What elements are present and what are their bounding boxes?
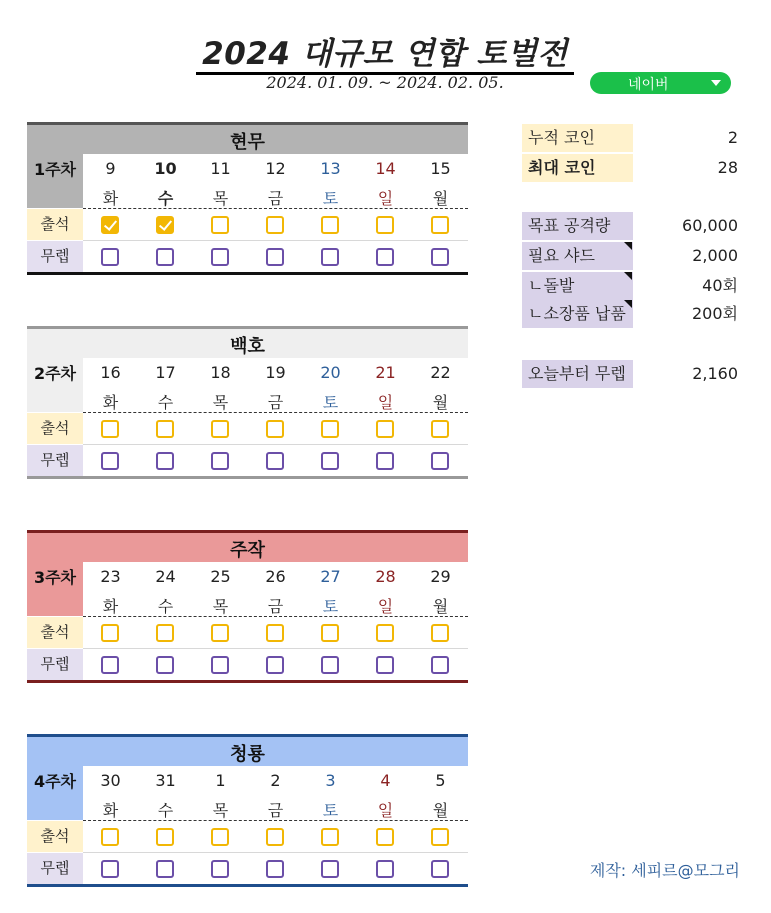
day-number: 13	[320, 159, 341, 178]
murep-checkbox[interactable]	[321, 656, 339, 674]
week-block	[27, 326, 468, 477]
day-number: 10	[154, 159, 177, 178]
attendance-checkbox[interactable]	[266, 420, 284, 438]
comment-marker-icon[interactable]	[624, 242, 632, 250]
murep-checkbox[interactable]	[266, 656, 284, 674]
day-number: 27	[320, 567, 341, 586]
day-number: 15	[430, 159, 451, 178]
day-number: 17	[155, 363, 176, 382]
day-of-week: 일	[377, 189, 394, 208]
week-block	[27, 734, 468, 885]
day-number: 23	[100, 567, 121, 586]
day-number: 29	[430, 567, 451, 586]
week-label-cell	[27, 562, 83, 616]
day-number: 28	[375, 567, 396, 586]
week-label: 3주차	[33, 568, 77, 587]
day-of-week: 화	[102, 597, 119, 616]
murep-checkbox[interactable]	[321, 860, 339, 878]
week-boss-name: 주작	[230, 540, 265, 561]
attendance-checkbox[interactable]	[156, 828, 174, 846]
stat-value: 2,160	[692, 364, 738, 383]
day-number: 14	[375, 159, 396, 178]
stat-value: 28	[717, 158, 738, 177]
week-block	[27, 530, 468, 681]
attendance-checkbox[interactable]	[431, 420, 449, 438]
week-label: 4주차	[33, 772, 77, 791]
week-block	[27, 122, 468, 273]
stat-accumulated-coin: 누적 코인 2	[522, 124, 742, 152]
day-of-week: 일	[377, 393, 394, 412]
attendance-checkbox[interactable]	[156, 216, 174, 234]
stat-item-delivery: ㄴ소장품 납품 200회	[522, 300, 742, 328]
attendance-label: 출석	[27, 617, 83, 648]
murep-checkbox[interactable]	[266, 860, 284, 878]
attendance-label: 출석	[27, 209, 83, 240]
week-header	[27, 530, 468, 562]
day-of-week: 화	[102, 393, 119, 412]
day-of-week: 수	[157, 189, 174, 208]
day-number: 3	[325, 771, 336, 790]
murep-checkbox[interactable]	[101, 248, 119, 266]
stat-target-attack: 목표 공격량 60,000	[522, 212, 742, 240]
server-dropdown-label: 네이버	[628, 77, 669, 93]
day-of-week: 금	[267, 189, 284, 208]
murep-checkbox[interactable]	[431, 656, 449, 674]
day-number: 30	[100, 771, 121, 790]
murep-checkbox[interactable]	[211, 248, 229, 266]
stat-value: 60,000	[682, 216, 738, 235]
week-label: 2주차	[33, 364, 77, 383]
murep-checkbox[interactable]	[211, 452, 229, 470]
murep-checkbox[interactable]	[431, 860, 449, 878]
murep-checkbox[interactable]	[376, 248, 394, 266]
date-range: 2024. 01. 09. ~ 2024. 02. 05.	[266, 73, 504, 92]
day-number: 25	[210, 567, 231, 586]
murep-label: 무렙	[27, 445, 83, 476]
divider	[83, 648, 468, 649]
murep-checkbox[interactable]	[376, 860, 394, 878]
day-number: 9	[105, 159, 116, 178]
attendance-checkbox[interactable]	[156, 624, 174, 642]
murep-label: 무렙	[27, 853, 83, 884]
day-of-week: 월	[432, 597, 449, 616]
day-number: 11	[210, 159, 231, 178]
attendance-checkbox[interactable]	[266, 624, 284, 642]
day-of-week: 금	[267, 801, 284, 820]
day-of-week: 목	[212, 801, 229, 820]
day-number: 21	[375, 363, 396, 382]
murep-checkbox[interactable]	[376, 656, 394, 674]
day-of-week: 월	[432, 393, 449, 412]
attendance-checkbox[interactable]	[101, 420, 119, 438]
day-of-week: 목	[212, 189, 229, 208]
day-of-week: 수	[157, 597, 174, 616]
murep-checkbox[interactable]	[321, 452, 339, 470]
server-dropdown[interactable]	[590, 72, 731, 94]
week-label-cell	[27, 766, 83, 820]
week-bottom-border	[27, 884, 468, 887]
week-boss-name: 청룡	[230, 744, 265, 765]
credit-text: 제작: 세피르@모그리	[589, 861, 740, 880]
murep-checkbox[interactable]	[211, 860, 229, 878]
week-label: 1주차	[33, 160, 77, 179]
attendance-checkbox[interactable]	[101, 828, 119, 846]
week-boss-name: 현무	[230, 132, 265, 153]
week-label-cell	[27, 154, 83, 208]
day-number: 31	[155, 771, 176, 790]
attendance-checkbox[interactable]	[431, 216, 449, 234]
week-boss-name: 백호	[230, 336, 265, 357]
attendance-checkbox[interactable]	[101, 216, 119, 234]
day-number: 22	[430, 363, 451, 382]
day-of-week: 월	[432, 801, 449, 820]
attendance-checkbox[interactable]	[321, 624, 339, 642]
stat-value: 40회	[702, 276, 738, 295]
murep-row	[27, 241, 468, 272]
attendance-checkbox[interactable]	[376, 828, 394, 846]
attendance-checkbox[interactable]	[266, 216, 284, 234]
week-bottom-border	[27, 272, 468, 275]
attendance-checkbox[interactable]	[376, 216, 394, 234]
day-of-week: 토	[322, 393, 339, 412]
day-of-week: 일	[377, 801, 394, 820]
murep-checkbox[interactable]	[321, 248, 339, 266]
day-number: 16	[100, 363, 121, 382]
day-number: 18	[210, 363, 231, 382]
murep-label: 무렙	[27, 241, 83, 272]
attendance-checkbox[interactable]	[211, 420, 229, 438]
week-header	[27, 326, 468, 358]
stat-dolbal: ㄴ돌발 40회	[522, 272, 742, 300]
murep-checkbox[interactable]	[101, 656, 119, 674]
day-number: 4	[380, 771, 391, 790]
week-header	[27, 734, 468, 766]
stat-max-coin: 최대 코인 28	[522, 154, 742, 182]
murep-row	[27, 649, 468, 680]
murep-checkbox[interactable]	[376, 452, 394, 470]
stat-value: 2	[727, 128, 738, 147]
attendance-checkbox[interactable]	[101, 624, 119, 642]
attendance-checkbox[interactable]	[321, 216, 339, 234]
attendance-row	[27, 821, 468, 852]
day-number: 2	[270, 771, 281, 790]
day-number: 5	[435, 771, 446, 790]
attendance-checkbox[interactable]	[431, 624, 449, 642]
day-of-week: 수	[157, 393, 174, 412]
day-of-week: 월	[432, 189, 449, 208]
comment-marker-icon[interactable]	[624, 272, 632, 280]
attendance-row	[27, 209, 468, 240]
day-number: 19	[265, 363, 286, 382]
day-of-week: 목	[212, 597, 229, 616]
attendance-checkbox[interactable]	[211, 216, 229, 234]
chevron-down-icon	[711, 80, 721, 86]
murep-checkbox[interactable]	[156, 860, 174, 878]
attendance-checkbox[interactable]	[376, 624, 394, 642]
day-of-week: 일	[377, 597, 394, 616]
divider	[83, 852, 468, 853]
attendance-checkbox[interactable]	[321, 828, 339, 846]
murep-checkbox[interactable]	[156, 452, 174, 470]
murep-checkbox[interactable]	[101, 860, 119, 878]
day-of-week: 토	[322, 597, 339, 616]
murep-checkbox[interactable]	[101, 452, 119, 470]
attendance-checkbox[interactable]	[211, 828, 229, 846]
week-label-cell	[27, 358, 83, 412]
day-of-week: 금	[267, 393, 284, 412]
attendance-checkbox[interactable]	[431, 828, 449, 846]
day-number: 20	[320, 363, 341, 382]
day-number: 24	[155, 567, 176, 586]
day-number: 12	[265, 159, 286, 178]
week-bottom-border	[27, 680, 468, 683]
stat-needed-shard: 필요 샤드 2,000	[522, 242, 742, 270]
stat-value: 2,000	[692, 246, 738, 265]
attendance-checkbox[interactable]	[211, 624, 229, 642]
day-number: 1	[215, 771, 226, 790]
murep-checkbox[interactable]	[266, 248, 284, 266]
murep-row	[27, 445, 468, 476]
week-header	[27, 122, 468, 154]
attendance-checkbox[interactable]	[376, 420, 394, 438]
day-of-week: 목	[212, 393, 229, 412]
murep-checkbox[interactable]	[156, 248, 174, 266]
day-of-week: 토	[322, 189, 339, 208]
day-number: 26	[265, 567, 286, 586]
murep-row	[27, 853, 468, 884]
day-of-week: 화	[102, 189, 119, 208]
murep-checkbox[interactable]	[431, 248, 449, 266]
divider	[83, 444, 468, 445]
attendance-row	[27, 617, 468, 648]
day-of-week: 토	[322, 801, 339, 820]
comment-marker-icon[interactable]	[624, 300, 632, 308]
murep-label: 무렙	[27, 649, 83, 680]
stat-value: 200회	[692, 304, 738, 323]
attendance-checkbox[interactable]	[266, 828, 284, 846]
day-of-week: 수	[157, 801, 174, 820]
attendance-label: 출석	[27, 413, 83, 444]
attendance-checkbox[interactable]	[156, 420, 174, 438]
attendance-label: 출석	[27, 821, 83, 852]
stat-murep-from-today: 오늘부터 무렙 2,160	[522, 360, 742, 388]
attendance-row	[27, 413, 468, 444]
murep-checkbox[interactable]	[156, 656, 174, 674]
divider	[83, 240, 468, 241]
day-of-week: 화	[102, 801, 119, 820]
murep-checkbox[interactable]	[211, 656, 229, 674]
page-title: 2024 대규모 연합 토벌전	[170, 28, 600, 73]
murep-checkbox[interactable]	[266, 452, 284, 470]
day-of-week: 금	[267, 597, 284, 616]
attendance-checkbox[interactable]	[321, 420, 339, 438]
murep-checkbox[interactable]	[431, 452, 449, 470]
week-bottom-border	[27, 476, 468, 479]
